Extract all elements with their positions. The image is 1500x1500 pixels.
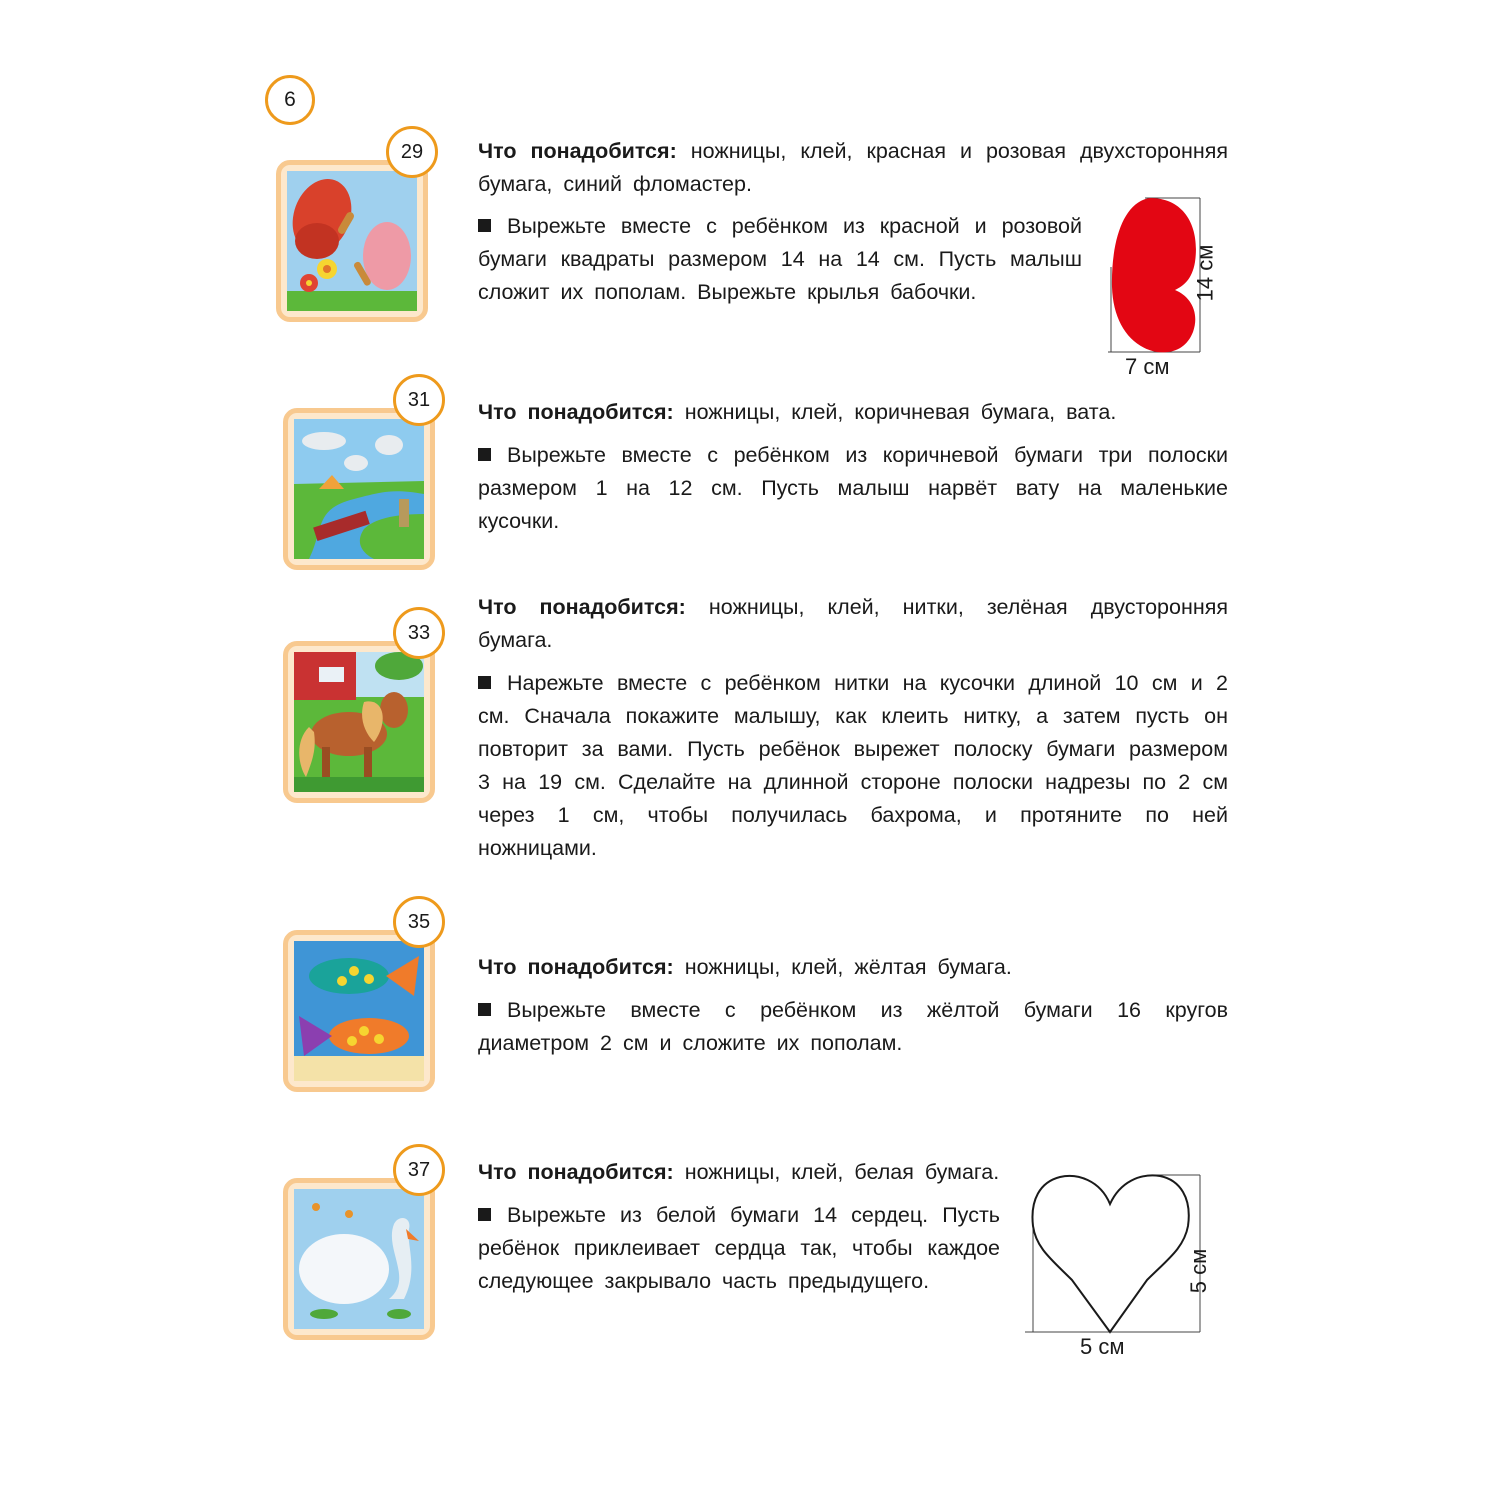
pony-illustration	[294, 652, 424, 792]
bullet-icon	[478, 1003, 491, 1016]
bullet-icon	[478, 676, 491, 689]
project-page-badge: 33	[393, 607, 445, 659]
instruction-text: Вырежьте из белой бумаги 14 сердец. Пусть ребёнок приклеивает сердца так, чтобы каждое следующее закрывало часть предыдущего.	[478, 1203, 1000, 1293]
swan-illustration	[294, 1189, 424, 1329]
instruction-text: Нарежьте вместе с ребёнком нитки на кусочки длиной 10 см и 2 см. Сначала покажите малышу, как клеить нитку, а затем пусть он повторит за вами. Пусть ребёнок вырежет полоску бумаги размером 3 на 19 см. Сделайте на длинной стороне полоски надрезы по 2 см через 1 см, чтобы получилась бахрома, и протяните по ней ножницами.	[478, 671, 1228, 860]
project-page-badge: 29	[386, 126, 438, 178]
project-page-badge: 37	[393, 1144, 445, 1196]
thumbnail-butterflies	[276, 140, 426, 320]
butterfly-wing-diagram	[1105, 192, 1230, 387]
bullet-icon	[478, 1208, 491, 1221]
butterflies-illustration	[287, 171, 417, 311]
project-page-badge: 31	[393, 374, 445, 426]
section-37-text	[478, 1156, 1000, 1308]
thumbnail-swan	[283, 1158, 433, 1338]
thumbnail-river	[283, 388, 433, 568]
needs-text: ножницы, клей, жёлтая бумага.	[684, 955, 1012, 979]
instruction-text: Вырежьте вместе с ребёнком из красной и розовой бумаги квадраты размером 14 на 14 см. Пусть малыш сложит их пополам. Вырежьте крылья бабочки.	[478, 214, 1082, 304]
needs-label: Что понадобится:	[478, 1160, 674, 1184]
instruction-text: Вырежьте вместе с ребёнком из жёлтой бумаги 16 кругов диаметром 2 см и сложите их пополам.	[478, 998, 1228, 1055]
river-illustration	[294, 419, 424, 559]
section-31-text	[478, 396, 1228, 548]
thumbnail-pony	[283, 621, 433, 801]
section-29-instruction	[478, 210, 1082, 319]
needs-text: ножницы, клей, нитки, зелёная двусторонняя бумага.	[478, 595, 1229, 652]
project-page-badge: 35	[393, 896, 445, 948]
bullet-icon	[478, 448, 491, 461]
page-number: 6	[265, 75, 315, 125]
needs-text: ножницы, клей, красная и розовая двухсторонняя бумага, синий фломастер.	[478, 139, 1228, 196]
width-dimension-label: 5 см	[1080, 1334, 1125, 1359]
needs-text: ножницы, клей, коричневая бумага, вата.	[684, 400, 1117, 424]
thumbnail-fish	[283, 910, 433, 1090]
bullet-icon	[478, 219, 491, 232]
heart-diagram	[1022, 1168, 1232, 1368]
height-dimension-label: 14 см	[1192, 244, 1218, 302]
needs-label: Что понадобится:	[478, 955, 674, 979]
needs-label: Что понадобится:	[478, 400, 674, 424]
section-33-text	[478, 591, 1228, 875]
fish-illustration	[294, 941, 424, 1081]
needs-text: ножницы, клей, белая бумага.	[684, 1160, 1000, 1184]
needs-label: Что понадобится:	[478, 595, 686, 619]
width-dimension-label: 7 см	[1125, 354, 1170, 379]
section-35-text	[478, 951, 1228, 1070]
instruction-text: Вырежьте вместе с ребёнком из коричневой бумаги три полоски размером 1 на 12 см. Пусть малыш нарвёт вату на маленькие кусочки.	[478, 443, 1228, 533]
height-dimension-label: 5 см	[1186, 1248, 1212, 1294]
needs-label: Что понадобится:	[478, 139, 677, 163]
